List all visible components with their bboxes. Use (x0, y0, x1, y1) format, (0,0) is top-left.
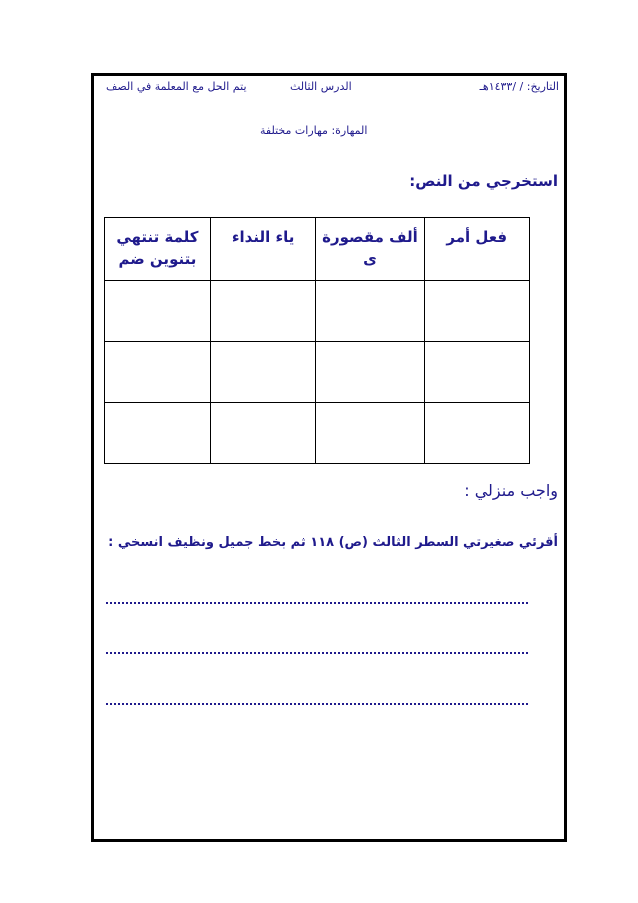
writing-line[interactable] (106, 602, 528, 604)
answer-cell[interactable] (105, 342, 211, 403)
exercise-prompt: استخرجي من النص: (409, 172, 558, 190)
answer-cell[interactable] (105, 403, 211, 464)
answer-cell[interactable] (210, 281, 316, 342)
column-header-alif-maqsura: ألف مقصورة ى (316, 218, 424, 281)
answer-cell[interactable] (424, 342, 530, 403)
writing-line[interactable] (106, 703, 528, 705)
column-header-tanween: كلمة تنتهي بتنوين ضم (105, 218, 211, 281)
answer-cell[interactable] (424, 403, 530, 464)
homework-instruction: أقرئي صغيرتي السطر الثالث (ص) ١١٨ ثم بخط جميل ونظيف انسخي : (108, 535, 558, 550)
table-row (105, 281, 530, 342)
answer-cell[interactable] (316, 342, 424, 403)
table-row (105, 403, 530, 464)
class-note: يتم الحل مع المعلمة في الصف (106, 80, 247, 93)
answer-cell[interactable] (316, 403, 424, 464)
answer-cell[interactable] (105, 281, 211, 342)
answer-table (104, 217, 530, 464)
answer-cell[interactable] (316, 281, 424, 342)
writing-line[interactable] (106, 652, 528, 654)
date-field: التاريخ: / /١٤٣٣هـ (479, 80, 559, 93)
answer-cell[interactable] (210, 403, 316, 464)
answer-cell[interactable] (210, 342, 316, 403)
column-header-vocative-ya: ياء النداء (210, 218, 316, 281)
skill-label: المهارة: مهارات مختلفة (260, 124, 368, 137)
lesson-title: الدرس الثالث (290, 80, 352, 93)
table-row (105, 342, 530, 403)
table-header-row (105, 218, 530, 281)
column-header-imperative: فعل أمر (424, 218, 530, 281)
answer-cell[interactable] (424, 281, 530, 342)
homework-title: واجب منزلي : (464, 481, 558, 500)
